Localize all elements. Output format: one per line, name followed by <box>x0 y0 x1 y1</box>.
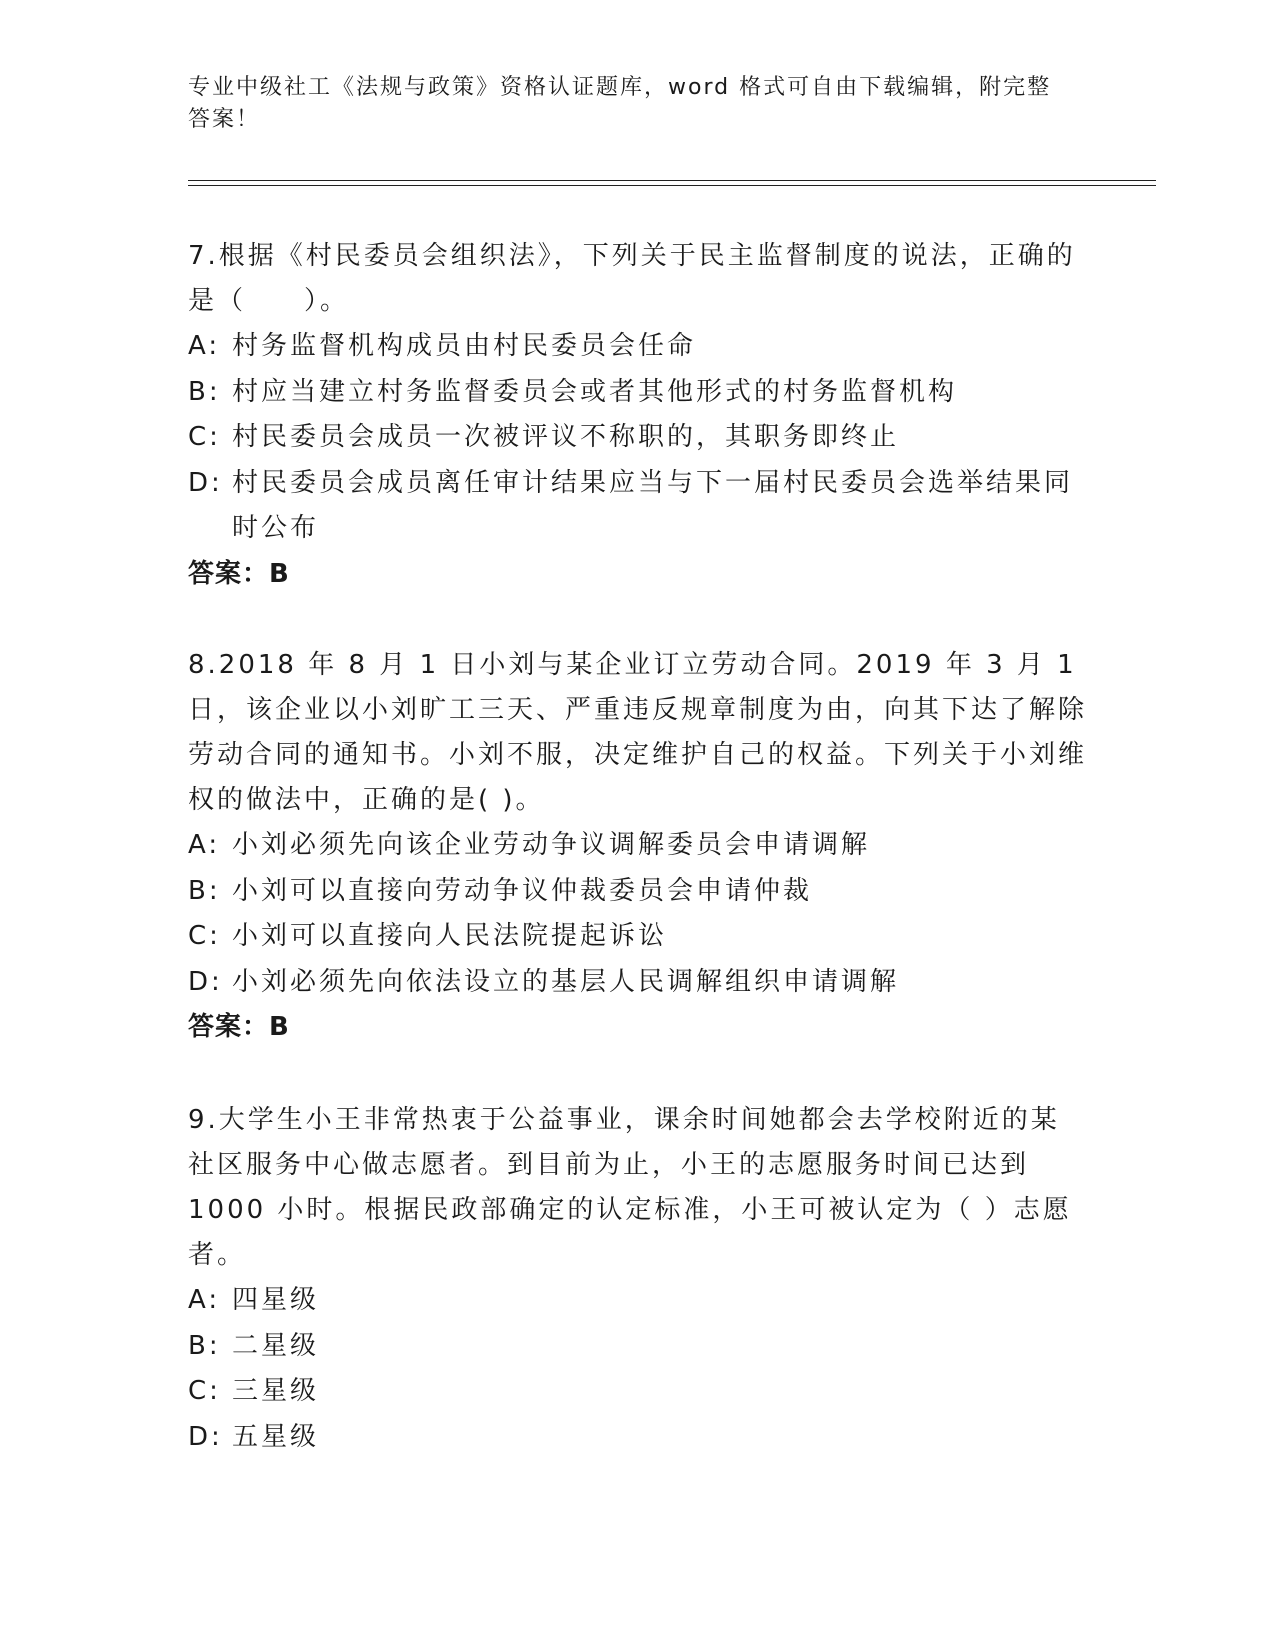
question-stem: 7.根据《村民委员会组织法》，下列关于民主监督制度的说法，正确的是（ ）。 <box>188 241 1076 316</box>
answer-line: 答案：B <box>188 558 290 589</box>
option-text: 五星级 <box>232 1421 320 1452</box>
option-a <box>188 1278 1088 1324</box>
option-key: D: <box>188 467 223 498</box>
option-key: B: <box>188 376 221 407</box>
option-key: C: <box>188 1376 221 1406</box>
option-text: 小刘可以直接向人民法院提起诉讼 <box>232 921 668 951</box>
option-a <box>188 324 1088 370</box>
question-7 <box>188 234 1088 597</box>
option-text: 村应当建立村务监督委员会或者其他形式的村务监督机构 <box>232 376 958 407</box>
option-text: 村民委员会成员离任审计结果应当与下一届村民委员会选举结果同时公布 <box>232 467 1074 543</box>
document-header: 专业中级社工《法规与政策》资格认证题库，word 格式可自由下载编辑，附完整答案！ <box>188 75 1052 132</box>
question-9 <box>188 1098 1088 1460</box>
option-key: A: <box>188 331 221 361</box>
option-key: C: <box>188 422 221 452</box>
question-stem: 9.大学生小王非常热衷于公益事业，课余时间她都会去学校附近的某社区服务中心做志愿者。到目前为止，小王的志愿服务时间已达到1000 小时。根据民政部确定的认定标准，小王可被认定为（ ）志愿者。 <box>188 1105 1072 1270</box>
option-text: 二星级 <box>232 1330 320 1361</box>
option-b <box>188 1324 1088 1370</box>
option-key: C: <box>188 921 221 951</box>
question-8 <box>188 643 1088 1050</box>
answer-line: 答案：B <box>188 1012 290 1042</box>
option-text: 小刘必须先向依法设立的基层人民调解组织申请调解 <box>232 966 900 997</box>
option-key: A: <box>188 830 221 860</box>
option-c <box>188 1369 1088 1415</box>
option-text: 四星级 <box>232 1285 320 1315</box>
option-d <box>188 1415 1088 1461</box>
header-divider-top <box>188 180 1156 181</box>
question-stem: 8.2018 年 8 月 1 日小刘与某企业订立劳动合同。2019 年 3 月 1 日，该企业以小刘旷工三天、严重违反规章制度为由，向其下达了解除劳动合同的通知书。小刘不服，决定维护自己的权益。下列关于小刘维权的做法中，正确的是( )。 <box>188 650 1088 815</box>
option-key: B: <box>188 875 221 906</box>
option-a <box>188 823 1088 869</box>
option-b <box>188 869 1088 915</box>
option-text: 村民委员会成员一次被评议不称职的，其职务即终止 <box>232 422 900 452</box>
option-d <box>188 960 1088 1006</box>
header-divider-bottom <box>188 185 1156 186</box>
option-text: 小刘必须先向该企业劳动争议调解委员会申请调解 <box>232 830 871 860</box>
option-key: A: <box>188 1285 221 1315</box>
option-key: D: <box>188 966 223 997</box>
option-text: 小刘可以直接向劳动争议仲裁委员会申请仲裁 <box>232 875 813 906</box>
option-key: B: <box>188 1330 221 1361</box>
option-text: 三星级 <box>232 1376 320 1406</box>
option-c <box>188 415 1088 461</box>
option-d <box>188 461 1088 552</box>
option-b <box>188 370 1088 416</box>
option-key: D: <box>188 1421 223 1452</box>
option-text: 村务监督机构成员由村民委员会任命 <box>232 331 697 361</box>
option-c <box>188 914 1088 960</box>
